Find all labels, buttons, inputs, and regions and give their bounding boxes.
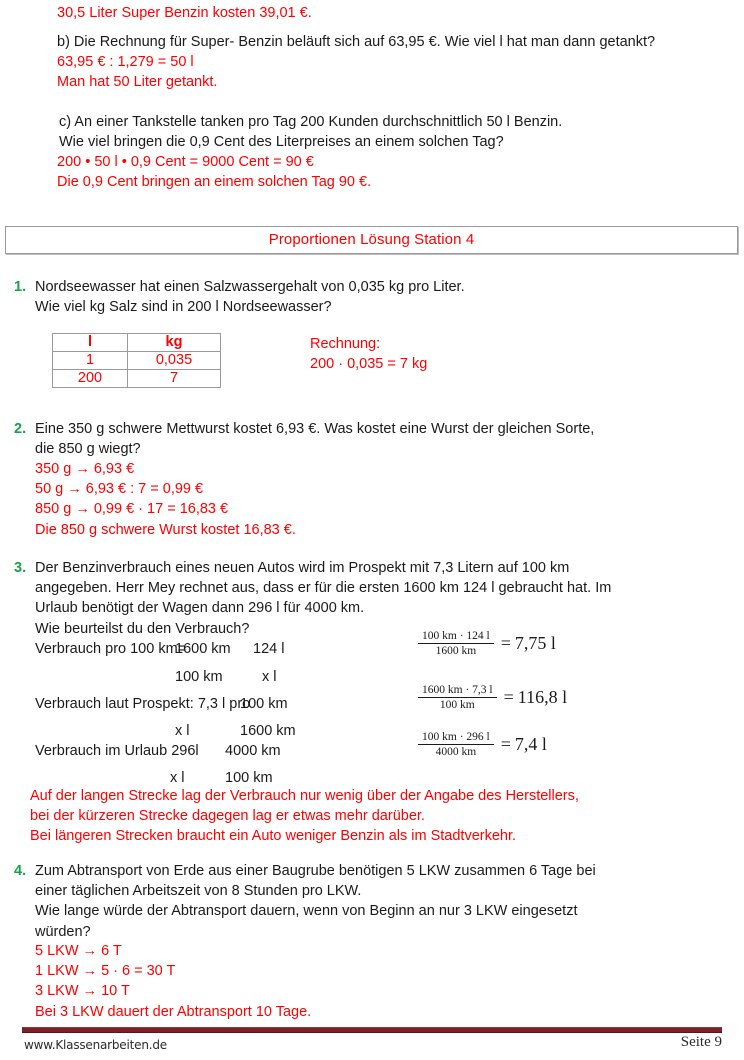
exercise-2 (14, 419, 594, 459)
fraction-3-equals: = (500, 734, 511, 754)
part-b-work: 63,95 € : 1,279 = 50 l (57, 54, 194, 70)
part-c-question-line2: Wie viel bringen die 0,9 Cent des Literpreises an einem solchen Tag? (59, 134, 504, 150)
table-header-row (53, 334, 221, 352)
exercise-1-question-line-1: Nordseewasser hat einen Salzwassergehalt von 0,035 kg pro Liter. (35, 279, 465, 295)
exercise-4-solution (35, 941, 311, 1022)
exercise-1 (14, 277, 465, 317)
exercise-1-question (35, 277, 465, 317)
exercise-4-question-line-1: Zum Abtransport von Erde aus einer Baugrube benötigen 5 LKW zusammen 6 Tage bei (35, 863, 596, 879)
exercise-4 (14, 861, 596, 942)
exercise-3-conclusion-line-1: Auf der langen Strecke lag der Verbrauch nur wenig über der Angabe des Herstellers, (30, 788, 579, 804)
fraction-3-numerator: 100 km · 296 l (418, 731, 494, 745)
footer-divider (22, 1027, 722, 1033)
exercise-4-question-line-4: würden? (35, 923, 91, 940)
exercise-3-question-line-1: Der Benzinverbrauch eines neuen Autos wird im Prospekt mit 7,3 Litern auf 100 km (35, 560, 570, 576)
table-header-kg: kg (128, 334, 221, 352)
part-c-answer: Die 0,9 Cent bringen an einem solchen Tag 90 €. (57, 174, 372, 190)
exercise-2-solution-line-1: 350 g → 6,93 € (35, 461, 135, 477)
fraction-2-equals: = (503, 687, 514, 707)
exercise-1-table (52, 333, 221, 388)
footer-website: www.Klassenarbeiten.de (24, 1038, 167, 1052)
table-cell-l-1: 1 (53, 352, 128, 370)
part-b-question: b) Die Rechnung für Super- Benzin beläuft sich auf 63,95 €. Wie viel l hat man dann getankt? (57, 34, 656, 50)
proportion-right-4: 1600 km (240, 723, 296, 739)
exercise-4-number: 4. (14, 863, 27, 879)
exercise-1-calc-label: Rechnung: (310, 336, 381, 352)
fraction-1-equals: = (500, 633, 511, 653)
exercise-2-question-line-2: die 850 g wiegt? (35, 441, 141, 458)
table-cell-kg-2: 7 (128, 370, 221, 388)
exercise-2-question (35, 419, 594, 459)
fraction-3-denominator: 4000 km (435, 746, 477, 758)
part-b-answer: Man hat 50 Liter getankt. (57, 74, 218, 90)
exercise-2-solution-line-3: 850 g → 0,99 € · 17 = 16,83 € (35, 501, 229, 518)
exercise-3-question-line-2: angegeben. Herr Mey rechnet aus, dass er für die ersten 1600 km 124 l gebraucht hat. Im (35, 580, 612, 597)
part-c-question-line1: c) An einer Tankstelle tanken pro Tag 200 Kunden durchschnittlich 50 l Benzin. (59, 114, 563, 130)
exercise-4-solution-line-2: 1 LKW → 5 · 6 = 30 T (35, 963, 176, 980)
exercise-3-number: 3. (14, 560, 27, 576)
footer-page-number: Seite 9 (680, 1034, 722, 1050)
fraction-1-result: 7,75 l (514, 633, 556, 653)
exercise-3-conclusion-line-2: bei der kürzeren Strecke dagegen lag er etwas mehr darüber. (30, 808, 425, 825)
fraction-2-result: 116,8 l (517, 687, 568, 707)
fraction-2-numerator: 1600 km · 7,3 l (418, 684, 497, 698)
exercise-3-question (35, 558, 611, 639)
proportion-label-5: Verbrauch im Urlaub 296l (35, 743, 199, 759)
exercise-3 (14, 558, 611, 639)
fraction-equation-1 (418, 630, 556, 657)
part-c-work: 200 • 50 l • 0,9 Cent = 9000 Cent = 90 € (57, 154, 314, 170)
proportion-left-6: x l (170, 770, 185, 786)
table-header-l: l (53, 334, 128, 352)
fraction-2 (418, 684, 497, 711)
table-row (53, 352, 221, 370)
proportion-label-1: Verbrauch pro 100 km= (35, 641, 187, 657)
proportion-left-5: 4000 km (225, 743, 281, 759)
table-cell-l-2: 200 (53, 370, 128, 388)
exercise-4-question-line-3: Wie lange würde der Abtransport dauern, wenn von Beginn an nur 3 LKW eingesetzt (35, 903, 578, 920)
proportion-left-4: x l (175, 723, 190, 739)
fraction-1 (418, 630, 494, 657)
proportion-left-3: 100 km (240, 696, 288, 712)
exercise-2-question-line-1: Eine 350 g schwere Mettwurst kostet 6,93 €. Was kostet eine Wurst der gleichen Sorte, (35, 421, 595, 437)
exercise-4-solution-line-1: 5 LKW → 6 T (35, 943, 122, 959)
exercise-1-calc-line: 200 · 0,035 = 7 kg (310, 356, 428, 372)
title-banner (5, 226, 738, 254)
exercise-1-question-line-2: Wie viel kg Salz sind in 200 l Nordseewasser? (35, 299, 332, 316)
title-banner-text: Proportionen Lösung Station 4 (268, 231, 475, 248)
carryover-answer-line: 30,5 Liter Super Benzin kosten 39,01 €. (57, 5, 312, 21)
fraction-1-numerator: 100 km · 124 l (418, 630, 494, 644)
fraction-3-result: 7,4 l (514, 734, 547, 754)
fraction-equation-2 (418, 684, 567, 711)
table-cell-kg-1: 0,035 (128, 352, 221, 370)
exercise-2-solution (35, 459, 296, 540)
exercise-2-solution-line-4: Die 850 g schwere Wurst kostet 16,83 €. (35, 521, 296, 538)
proportion-right-6: 100 km (225, 770, 273, 786)
fraction-1-denominator: 1600 km (435, 645, 477, 657)
exercise-4-question (35, 861, 596, 942)
proportion-left-2: 100 km (175, 669, 223, 685)
proportion-label-3: Verbrauch laut Prospekt: 7,3 l pro (35, 696, 251, 712)
exercise-4-solution-line-4: Bei 3 LKW dauert der Abtransport 10 Tage. (35, 1003, 312, 1020)
proportion-right-1: 124 l (253, 641, 285, 657)
exercise-3-question-line-4: Wie beurteilst du den Verbrauch? (35, 620, 250, 637)
table-row (53, 370, 221, 388)
fraction-3 (418, 731, 494, 758)
exercise-2-solution-line-2: 50 g → 6,93 € : 7 = 0,99 € (35, 481, 204, 498)
proportion-left-1: 1600 km (175, 641, 231, 657)
exercise-3-conclusion-line-3: Bei längeren Strecken braucht ein Auto weniger Benzin als im Stadtverkehr. (30, 828, 517, 845)
fraction-2-denominator: 100 km (439, 699, 475, 711)
proportion-right-2: x l (262, 669, 277, 685)
exercise-3-question-line-3: Urlaub benötigt der Wagen dann 296 l für 4000 km. (35, 600, 365, 617)
exercise-3-conclusion (30, 786, 579, 847)
exercise-2-number: 2. (14, 421, 27, 437)
exercise-1-number: 1. (14, 279, 27, 295)
exercise-4-question-line-2: einer täglichen Arbeitszeit von 8 Stunden pro LKW. (35, 883, 362, 900)
exercise-4-solution-line-3: 3 LKW → 10 T (35, 983, 130, 1000)
fraction-equation-3 (418, 731, 547, 758)
